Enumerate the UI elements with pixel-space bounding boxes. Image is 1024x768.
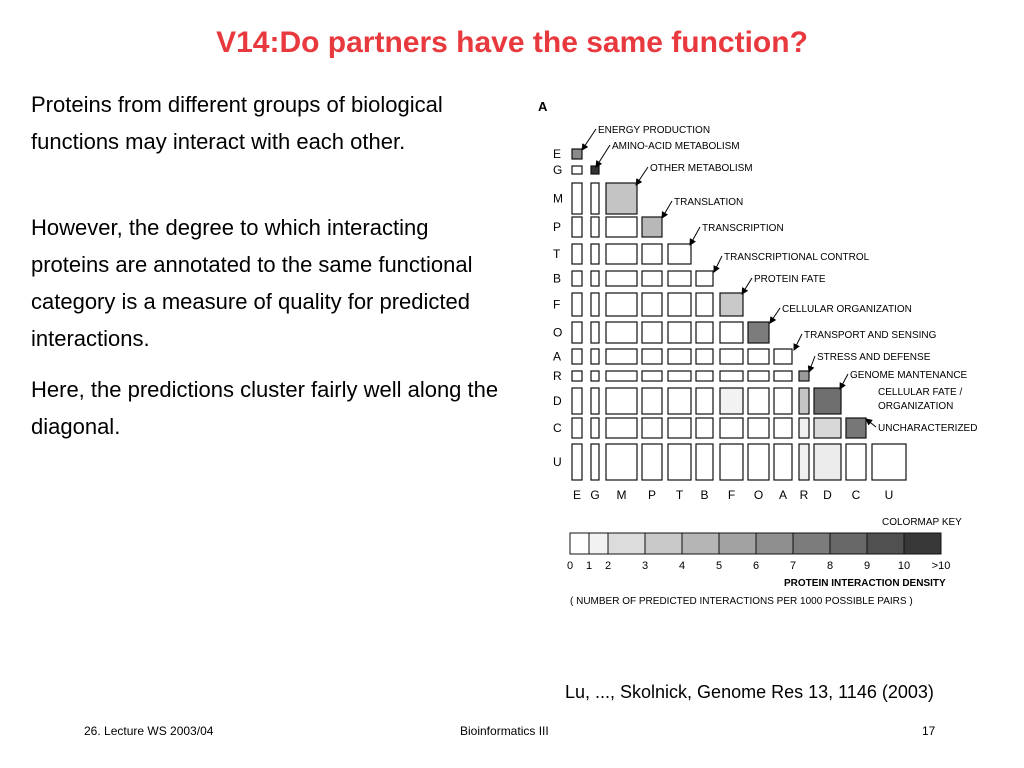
matrix-cell bbox=[696, 371, 713, 381]
matrix-cell bbox=[606, 444, 637, 480]
colormap-swatch bbox=[904, 533, 941, 554]
matrix-cell bbox=[748, 444, 769, 480]
category-arrow bbox=[840, 374, 848, 389]
colormap-tick-label: 0 bbox=[566, 560, 574, 572]
row-letter: A bbox=[553, 349, 562, 364]
matrix-cell bbox=[720, 322, 743, 343]
matrix-cell bbox=[606, 271, 637, 286]
colormap-tick-label: 10 bbox=[897, 560, 911, 572]
matrix-cell bbox=[591, 444, 599, 480]
category-label: UNCHARACTERIZED bbox=[878, 423, 978, 434]
matrix-cell bbox=[668, 244, 691, 264]
matrix-cell bbox=[696, 418, 713, 438]
matrix-cell bbox=[774, 371, 792, 381]
matrix-cell bbox=[591, 293, 599, 316]
matrix-cell bbox=[668, 388, 691, 414]
category-arrow bbox=[742, 278, 752, 294]
row-letters bbox=[553, 147, 563, 469]
column-letter: M bbox=[616, 488, 627, 502]
category-arrow bbox=[636, 167, 648, 185]
matrix-cell bbox=[642, 444, 662, 480]
matrix-cell bbox=[572, 271, 582, 286]
column-letter: D bbox=[823, 488, 832, 502]
matrix-cell bbox=[642, 371, 662, 381]
matrix-cell bbox=[748, 418, 769, 438]
colormap-tick-label: 7 bbox=[789, 560, 797, 572]
matrix-cell bbox=[668, 271, 691, 286]
matrix-cell bbox=[642, 271, 662, 286]
category-label: TRANSLATION bbox=[674, 197, 744, 208]
column-letter: P bbox=[647, 488, 657, 502]
colormap-swatch bbox=[682, 533, 719, 554]
matrix-cell bbox=[748, 322, 769, 343]
matrix-cell bbox=[720, 418, 743, 438]
matrix-cell bbox=[814, 418, 841, 438]
colormap-swatch bbox=[756, 533, 793, 554]
category-arrow bbox=[662, 201, 672, 218]
matrix-cell bbox=[668, 322, 691, 343]
matrix-cell bbox=[799, 418, 809, 438]
row-letter: C bbox=[553, 421, 562, 435]
matrix-cell bbox=[668, 293, 691, 316]
matrix-cell bbox=[846, 418, 866, 438]
column-letter: G bbox=[590, 488, 600, 502]
matrix-cell bbox=[774, 444, 792, 480]
colormap-swatch bbox=[589, 533, 608, 554]
matrix-cell bbox=[814, 444, 841, 480]
matrix-cell bbox=[748, 371, 769, 381]
category-label: CELLULAR FATE / bbox=[878, 387, 963, 398]
matrix-cell bbox=[572, 349, 582, 364]
matrix-cell bbox=[572, 293, 582, 316]
row-letter: T bbox=[553, 247, 561, 261]
matrix-cell bbox=[720, 388, 743, 414]
interaction-density-figure bbox=[520, 95, 1010, 615]
footer-page-number: 17 bbox=[922, 724, 936, 738]
matrix-cell bbox=[572, 371, 582, 381]
matrix-cell bbox=[774, 418, 792, 438]
category-arrow bbox=[866, 419, 876, 427]
matrix-cell bbox=[572, 244, 582, 264]
category-arrow bbox=[809, 356, 815, 372]
row-letter: D bbox=[553, 394, 562, 408]
matrix-cell bbox=[872, 444, 906, 480]
matrix-cell bbox=[572, 388, 582, 414]
row-letter: M bbox=[553, 191, 563, 206]
category-arrow bbox=[582, 129, 596, 150]
column-letter: C bbox=[851, 488, 861, 502]
row-letter: E bbox=[553, 147, 562, 161]
matrix-cell bbox=[642, 244, 662, 264]
colormap-tick-label: 4 bbox=[678, 560, 686, 572]
column-letter: U bbox=[884, 488, 894, 502]
matrix-cell bbox=[696, 349, 713, 364]
row-letter: G bbox=[553, 163, 563, 177]
column-letter: O bbox=[753, 488, 764, 502]
category-arrow bbox=[714, 256, 722, 272]
matrix-cell bbox=[591, 271, 599, 286]
category-label: CELLULAR ORGANIZATION bbox=[782, 304, 912, 315]
matrix-cell bbox=[606, 183, 637, 214]
matrix-cell bbox=[572, 217, 582, 237]
category-label: ORGANIZATION bbox=[878, 401, 954, 412]
matrix-cell bbox=[606, 388, 637, 414]
colormap-ticks bbox=[567, 560, 950, 572]
matrix-cell bbox=[814, 388, 841, 414]
matrix-cell bbox=[774, 349, 792, 364]
row-letter: O bbox=[553, 325, 563, 340]
column-letter: T bbox=[675, 488, 684, 502]
matrix-cell bbox=[591, 183, 599, 214]
matrix-cell bbox=[642, 418, 662, 438]
column-letter: F bbox=[727, 488, 736, 502]
colormap-axis-subtitle: ( NUMBER OF PREDICTED INTERACTIONS PER 1000 POSSIBLE PAIRS ) bbox=[570, 596, 913, 607]
colormap-tick-label: 1 bbox=[585, 560, 593, 572]
matrix-cell bbox=[591, 244, 599, 264]
colormap-swatch bbox=[645, 533, 682, 554]
matrix-cell bbox=[720, 371, 743, 381]
matrix-cell bbox=[606, 418, 637, 438]
matrix-cell bbox=[668, 418, 691, 438]
panel-label: A bbox=[538, 99, 548, 114]
matrix-cell bbox=[572, 166, 582, 174]
matrix-cell bbox=[720, 293, 743, 316]
matrix-cell bbox=[591, 388, 599, 414]
row-letter: F bbox=[553, 297, 561, 312]
matrix-cell bbox=[606, 349, 637, 364]
category-arrow bbox=[770, 308, 780, 323]
matrix-cell bbox=[720, 444, 743, 480]
column-letter: R bbox=[799, 488, 809, 502]
row-letter: U bbox=[553, 455, 562, 469]
colormap-swatch bbox=[570, 533, 589, 554]
matrix-cell bbox=[572, 183, 582, 214]
colormap-tick-label: 2 bbox=[604, 560, 612, 572]
matrix-cell bbox=[696, 444, 713, 480]
matrix-cell bbox=[591, 322, 599, 343]
colormap-swatch bbox=[719, 533, 756, 554]
column-letter: A bbox=[778, 488, 788, 502]
matrix-cell bbox=[572, 322, 582, 343]
matrix-cell bbox=[642, 349, 662, 364]
category-arrow bbox=[690, 227, 700, 245]
matrix-cell bbox=[591, 217, 599, 237]
colormap-bar bbox=[570, 533, 941, 554]
matrix-cell bbox=[748, 349, 769, 364]
matrix-cell bbox=[696, 271, 713, 286]
matrix-cell bbox=[774, 388, 792, 414]
matrix-cell bbox=[606, 371, 637, 381]
matrix-cell bbox=[642, 217, 662, 237]
citation: Lu, ..., Skolnick, Genome Res 13, 1146 (2003) bbox=[565, 682, 934, 702]
colormap-tick-label: 3 bbox=[641, 560, 649, 572]
matrix-cell bbox=[591, 349, 599, 364]
matrix-cell bbox=[696, 388, 713, 414]
matrix-cell bbox=[591, 166, 599, 174]
slide-title: V14:Do partners have the same function? bbox=[216, 26, 808, 59]
category-label: OTHER METABOLISM bbox=[650, 163, 753, 174]
row-letter: B bbox=[553, 271, 562, 286]
category-label: GENOME MANTENANCE bbox=[850, 370, 968, 381]
colormap-tick-label: >10 bbox=[931, 560, 951, 572]
category-label: TRANSPORT AND SENSING bbox=[804, 330, 937, 341]
matrix-cell bbox=[696, 293, 713, 316]
category-label: TRANSCRIPTIONAL CONTROL bbox=[724, 252, 870, 263]
matrix-cell bbox=[591, 371, 599, 381]
footer-lecture: 26. Lecture WS 2003/04 bbox=[84, 724, 214, 738]
matrix-cell bbox=[606, 293, 637, 316]
paragraph-2: However, the degree to which interacting proteins are annotated to the same functional category is a measure of quality for predicted interactions. bbox=[31, 215, 473, 351]
matrix-cell bbox=[846, 444, 866, 480]
colormap-key-title: COLORMAP KEY bbox=[882, 517, 962, 528]
category-label: PROTEIN FATE bbox=[754, 274, 826, 285]
matrix-cell bbox=[799, 388, 809, 414]
matrix-cell bbox=[799, 371, 809, 381]
matrix-cell bbox=[642, 388, 662, 414]
category-label: ENERGY PRODUCTION bbox=[598, 125, 711, 136]
footer-course: Bioinformatics III bbox=[460, 724, 549, 738]
colormap-tick-label: 6 bbox=[752, 560, 760, 572]
matrix-cell bbox=[799, 444, 809, 480]
matrix-cell bbox=[572, 418, 582, 438]
category-label: STRESS AND DEFENSE bbox=[817, 352, 931, 363]
colormap-swatch bbox=[830, 533, 867, 554]
colormap-swatch bbox=[867, 533, 904, 554]
matrix-cell bbox=[748, 388, 769, 414]
category-label: TRANSCRIPTION bbox=[702, 223, 784, 234]
matrix-cell bbox=[668, 349, 691, 364]
matrix-cell bbox=[696, 322, 713, 343]
matrix-cell bbox=[606, 217, 637, 237]
paragraph-3: Here, the predictions cluster fairly well along the diagonal. bbox=[31, 377, 499, 439]
matrix-cell bbox=[606, 322, 637, 343]
row-letter: P bbox=[553, 220, 562, 234]
category-label: AMINO-ACID METABOLISM bbox=[612, 141, 740, 152]
paragraph-1: Proteins from different groups of biological functions may interact with each other. bbox=[31, 92, 443, 154]
matrix-cell bbox=[720, 349, 743, 364]
colormap-swatch bbox=[793, 533, 830, 554]
matrix-cell bbox=[642, 293, 662, 316]
colormap-tick-label: 8 bbox=[826, 560, 834, 572]
column-letter: E bbox=[572, 488, 582, 502]
column-letter: B bbox=[700, 488, 709, 502]
colormap-tick-label: 5 bbox=[715, 560, 723, 572]
column-letters bbox=[573, 488, 893, 502]
matrix-cell bbox=[668, 444, 691, 480]
category-arrow bbox=[596, 145, 610, 167]
row-letter: R bbox=[553, 369, 562, 383]
matrix-cell bbox=[572, 444, 582, 480]
colormap-swatch bbox=[608, 533, 645, 554]
matrix-cell bbox=[591, 418, 599, 438]
matrix-cell bbox=[572, 149, 582, 159]
colormap-tick-label: 9 bbox=[863, 560, 871, 572]
matrix-cell bbox=[668, 371, 691, 381]
matrix-cell bbox=[606, 244, 637, 264]
matrix-cell bbox=[642, 322, 662, 343]
category-arrow bbox=[794, 334, 802, 350]
colormap-axis-title: PROTEIN INTERACTION DENSITY bbox=[784, 578, 946, 589]
